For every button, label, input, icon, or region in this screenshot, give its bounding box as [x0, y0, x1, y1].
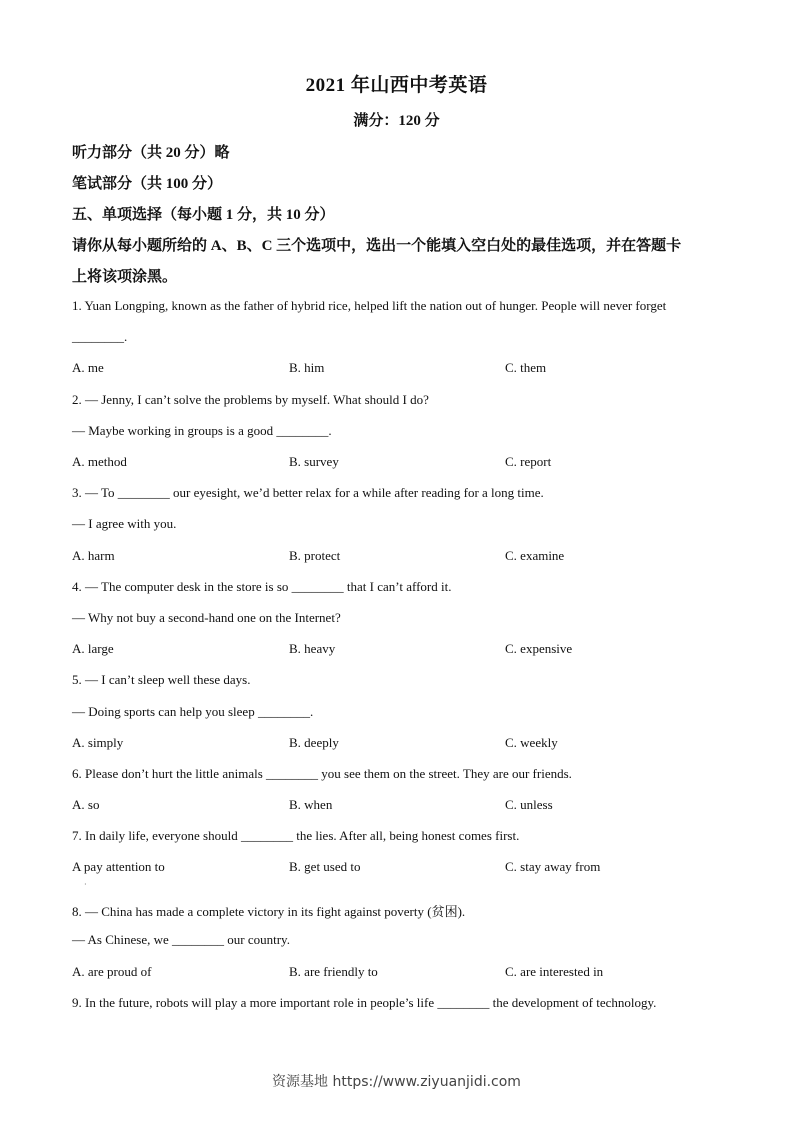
question-7-option-b: B. get used to	[289, 859, 361, 874]
question-1-option-c: C. them	[505, 360, 547, 375]
question-3-option-c: C. examine	[505, 548, 565, 563]
question-3-reply: — I agree with you.	[72, 516, 177, 531]
question-7-option-c: C. stay away from	[505, 859, 601, 874]
question-8-option-c: C. are interested in	[505, 964, 604, 979]
question-6-stem: 6. Please don’t hurt the little animals ________ you see them on the street. They are our friends.	[72, 766, 572, 781]
question-5-option-b: B. deeply	[289, 735, 339, 750]
part5-heading: 五、单项选择（每小题 1 分，共 10 分）	[72, 207, 335, 223]
question-6-option-a: A. so	[72, 797, 100, 812]
question-4-stem: 4. — The computer desk in the store is so ________ that I can’t afford it.	[72, 579, 452, 594]
page-title: 2021 年山西中考英语	[305, 75, 488, 96]
question-6-option-c: C. unless	[505, 797, 553, 812]
question-3-option-b: B. protect	[289, 548, 341, 563]
question-1-stem: 1. Yuan Longping, known as the father of hybrid rice, helped lift the nation out of hunger. People will never forget	[72, 298, 667, 313]
question-4-option-c: C. expensive	[505, 641, 573, 656]
question-1-blank: ________.	[72, 329, 128, 344]
question-5-option-a: A. simply	[72, 735, 124, 750]
instruction-line-1: 请你从每小题所给的 A、B、C 三个选项中，选出一个能填入空白处的最佳选项，并在答题卡	[72, 238, 682, 254]
question-3-option-a: A. harm	[72, 548, 115, 563]
question-8-option-a: A. are proud of	[72, 964, 152, 979]
question-9-stem: 9. In the future, robots will play a more important role in people’s life ________ the development of technology.	[72, 995, 657, 1010]
question-5-stem: 5. — I can’t sleep well these days.	[72, 672, 251, 687]
question-2-option-a: A. method	[72, 454, 127, 469]
question-2-option-c: C. report	[505, 454, 552, 469]
question-7-stem: 7. In daily life, everyone should ________ the lies. After all, being honest comes first.	[72, 828, 520, 843]
question-2-reply: — Maybe working in groups is a good ________.	[72, 423, 332, 438]
writing-section-heading: 笔试部分（共 100 分）	[72, 176, 223, 192]
stray-dot-mark: ·	[84, 880, 87, 889]
footer-watermark: 资源基地 https://www.ziyuanjidi.com	[272, 1074, 521, 1090]
question-3-stem: 3. — To ________ our eyesight, we’d better relax for a while after reading for a long time.	[72, 485, 544, 500]
question-7-option-a: A pay attention to	[72, 859, 165, 874]
question-1-option-a: A. me	[72, 360, 104, 375]
question-4-option-b: B. heavy	[289, 641, 336, 656]
question-8-option-b: B. are friendly to	[289, 964, 378, 979]
instruction-line-2: 上将该项涂黑。	[72, 269, 178, 285]
question-4-reply: — Why not buy a second-hand one on the Internet?	[72, 610, 341, 625]
question-5-option-c: C. weekly	[505, 735, 558, 750]
question-6-option-b: B. when	[289, 797, 333, 812]
total-score: 满分：120 分	[353, 113, 440, 129]
question-1-option-b: B. him	[289, 360, 325, 375]
question-2-stem: 2. — Jenny, I can’t solve the problems by myself. What should I do?	[72, 392, 429, 407]
question-5-reply: — Doing sports can help you sleep ________.	[72, 704, 314, 719]
question-4-option-a: A. large	[72, 641, 114, 656]
listening-section-heading: 听力部分（共 20 分）略	[72, 145, 230, 161]
question-8-reply: — As Chinese, we ________ our country.	[72, 932, 290, 947]
question-8-stem: 8. — China has made a complete victory in its fight against poverty (贫困).	[72, 904, 466, 919]
question-2-option-b: B. survey	[289, 454, 339, 469]
